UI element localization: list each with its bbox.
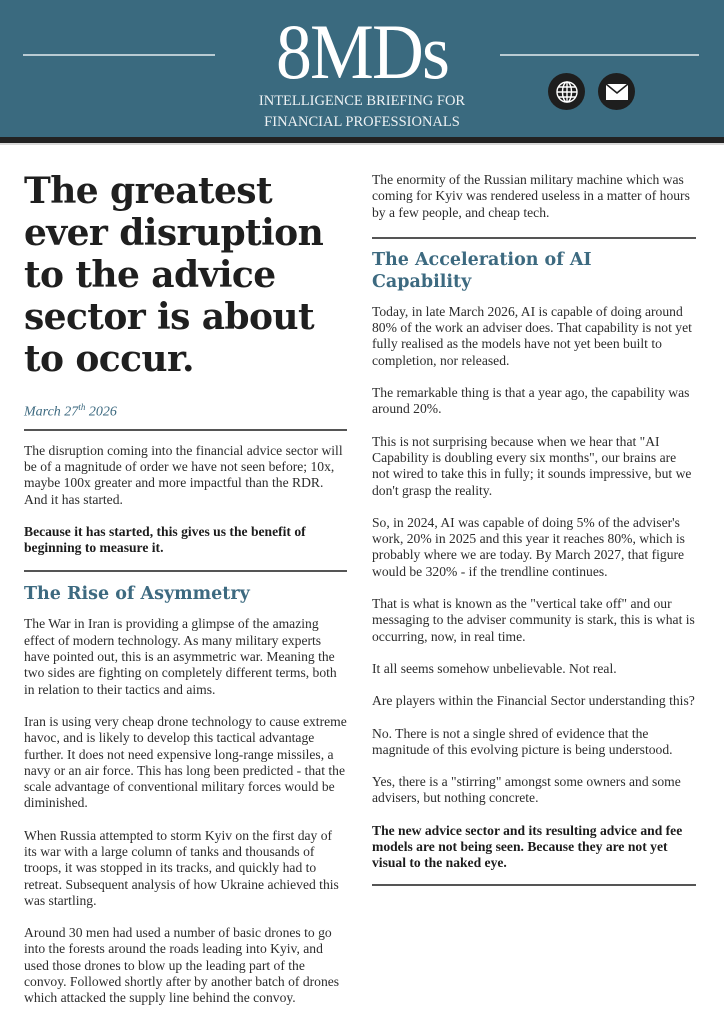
divider — [372, 884, 696, 886]
globe-icon — [555, 80, 579, 104]
body-paragraph: Today, in late March 2026, AI is capable of doing around 80% of the work an adviser does. That capability is not yet fully realised as the models have not yet been built to completion, nor released. — [372, 303, 692, 368]
body-paragraph: So, in 2024, AI was capable of doing 5% of the adviser's work, 20% in 2025 and this year it reaches 80%, which is probably where we are today. By March 2027, that figure would be 320% - if the trendline continues. — [372, 514, 685, 579]
body-paragraph: The enormity of the Russian military machine which was coming for Kyiv was rendered useless in a matter of hours by a few people, and cheap tech. — [372, 172, 690, 220]
article-title: The greatest ever disruption to the advice sector is about to occur. — [24, 170, 324, 380]
body-paragraph: Are players within the Financial Sector understanding this? — [372, 693, 695, 709]
closing-bold-paragraph: The new advice sector and its resulting advice and fee models are not being seen. Because they are not yet visual to the naked eye. — [372, 822, 683, 871]
article-date — [24, 402, 347, 421]
body-paragraph: Around 30 men had used a number of basic drones to go into the forests around the roads leading into Kyiv, and used those drones to blow up the leading part of the convoy. Followed shortly after by another batch of drones which attacked the supply line behind the convoy. — [24, 925, 340, 1006]
tagline-line-1: INTELLIGENCE BRIEFING FOR — [258, 93, 466, 109]
mail-icon — [605, 83, 629, 101]
body-paragraph: The War in Iran is providing a glimpse of the amazing effect of modern technology. As many military experts have pointed out, this is an asymmetric war. Meaning the two sides are fighting on completely different terms, both in relation to their tactics and aims. — [24, 616, 337, 697]
masthead — [0, 0, 724, 137]
body-paragraph: No. There is not a single shred of evidence that the magnitude of this evolving picture is being understood. — [372, 725, 673, 757]
left-column — [24, 160, 347, 1007]
divider — [24, 429, 347, 431]
body-paragraph: When Russia attempted to storm Kyiv on the first day of its war with a large column of tanks and thousands of troops, it was stopped in its tracks, and quickly had to retreat. Subsequent analysis of how Ukraine achieved this was startling. — [24, 827, 339, 908]
tagline-line-2: FINANCIAL PROFESSIONALS — [264, 114, 460, 130]
body-paragraph: It all seems somehow unbelievable. Not real. — [372, 660, 617, 676]
body-paragraph: Iran is using very cheap drone technology to cause extreme havoc, and is likely to develop this tactical advantage further. It does not need expensive long-range missiles, a navy or an air force. This has long been predicted - that the scale advantage of conventional military forces would be diminished. — [24, 713, 347, 811]
intro-paragraph: The disruption coming into the financial advice sector will be of a magnitude of order we have not seen before; 10x, maybe 100x greater and more impactful than the RDR. And it has started. — [24, 442, 343, 507]
divider — [372, 237, 696, 239]
body-paragraph: The remarkable thing is that a year ago, the capability was around 20%. — [372, 385, 690, 417]
date-month-day: March 27 — [24, 404, 79, 420]
right-column — [372, 172, 696, 886]
date-year: 2026 — [85, 404, 117, 420]
body-paragraph: That is what is known as the "vertical take off" and our messaging to the adviser community is stark, this is what is occurring, now, in real time. — [372, 596, 695, 644]
section-heading-asymmetry: The Rise of Asymmetry — [24, 584, 250, 605]
body-paragraph: Yes, there is a "stirring" amongst some owners and some advisers, but nothing concrete. — [372, 774, 681, 806]
email-button[interactable] — [598, 73, 635, 110]
website-button[interactable] — [548, 73, 585, 110]
body-paragraph: This is not surprising because when we hear that "AI Capability is doubling every six months", our brains are not wired to take this in fully; it sounds impressive, but we don't grasp the reality. — [372, 433, 692, 498]
date-suffix: th — [78, 402, 86, 412]
intro-bold-paragraph: Because it has started, this gives us the benefit of beginning to measure it. — [24, 523, 306, 556]
masthead-shadow — [0, 143, 724, 145]
divider — [24, 570, 347, 572]
section-heading-ai-capability: The Acceleration of AI Capability — [372, 249, 592, 292]
logo: 8MDs — [275, 8, 449, 95]
